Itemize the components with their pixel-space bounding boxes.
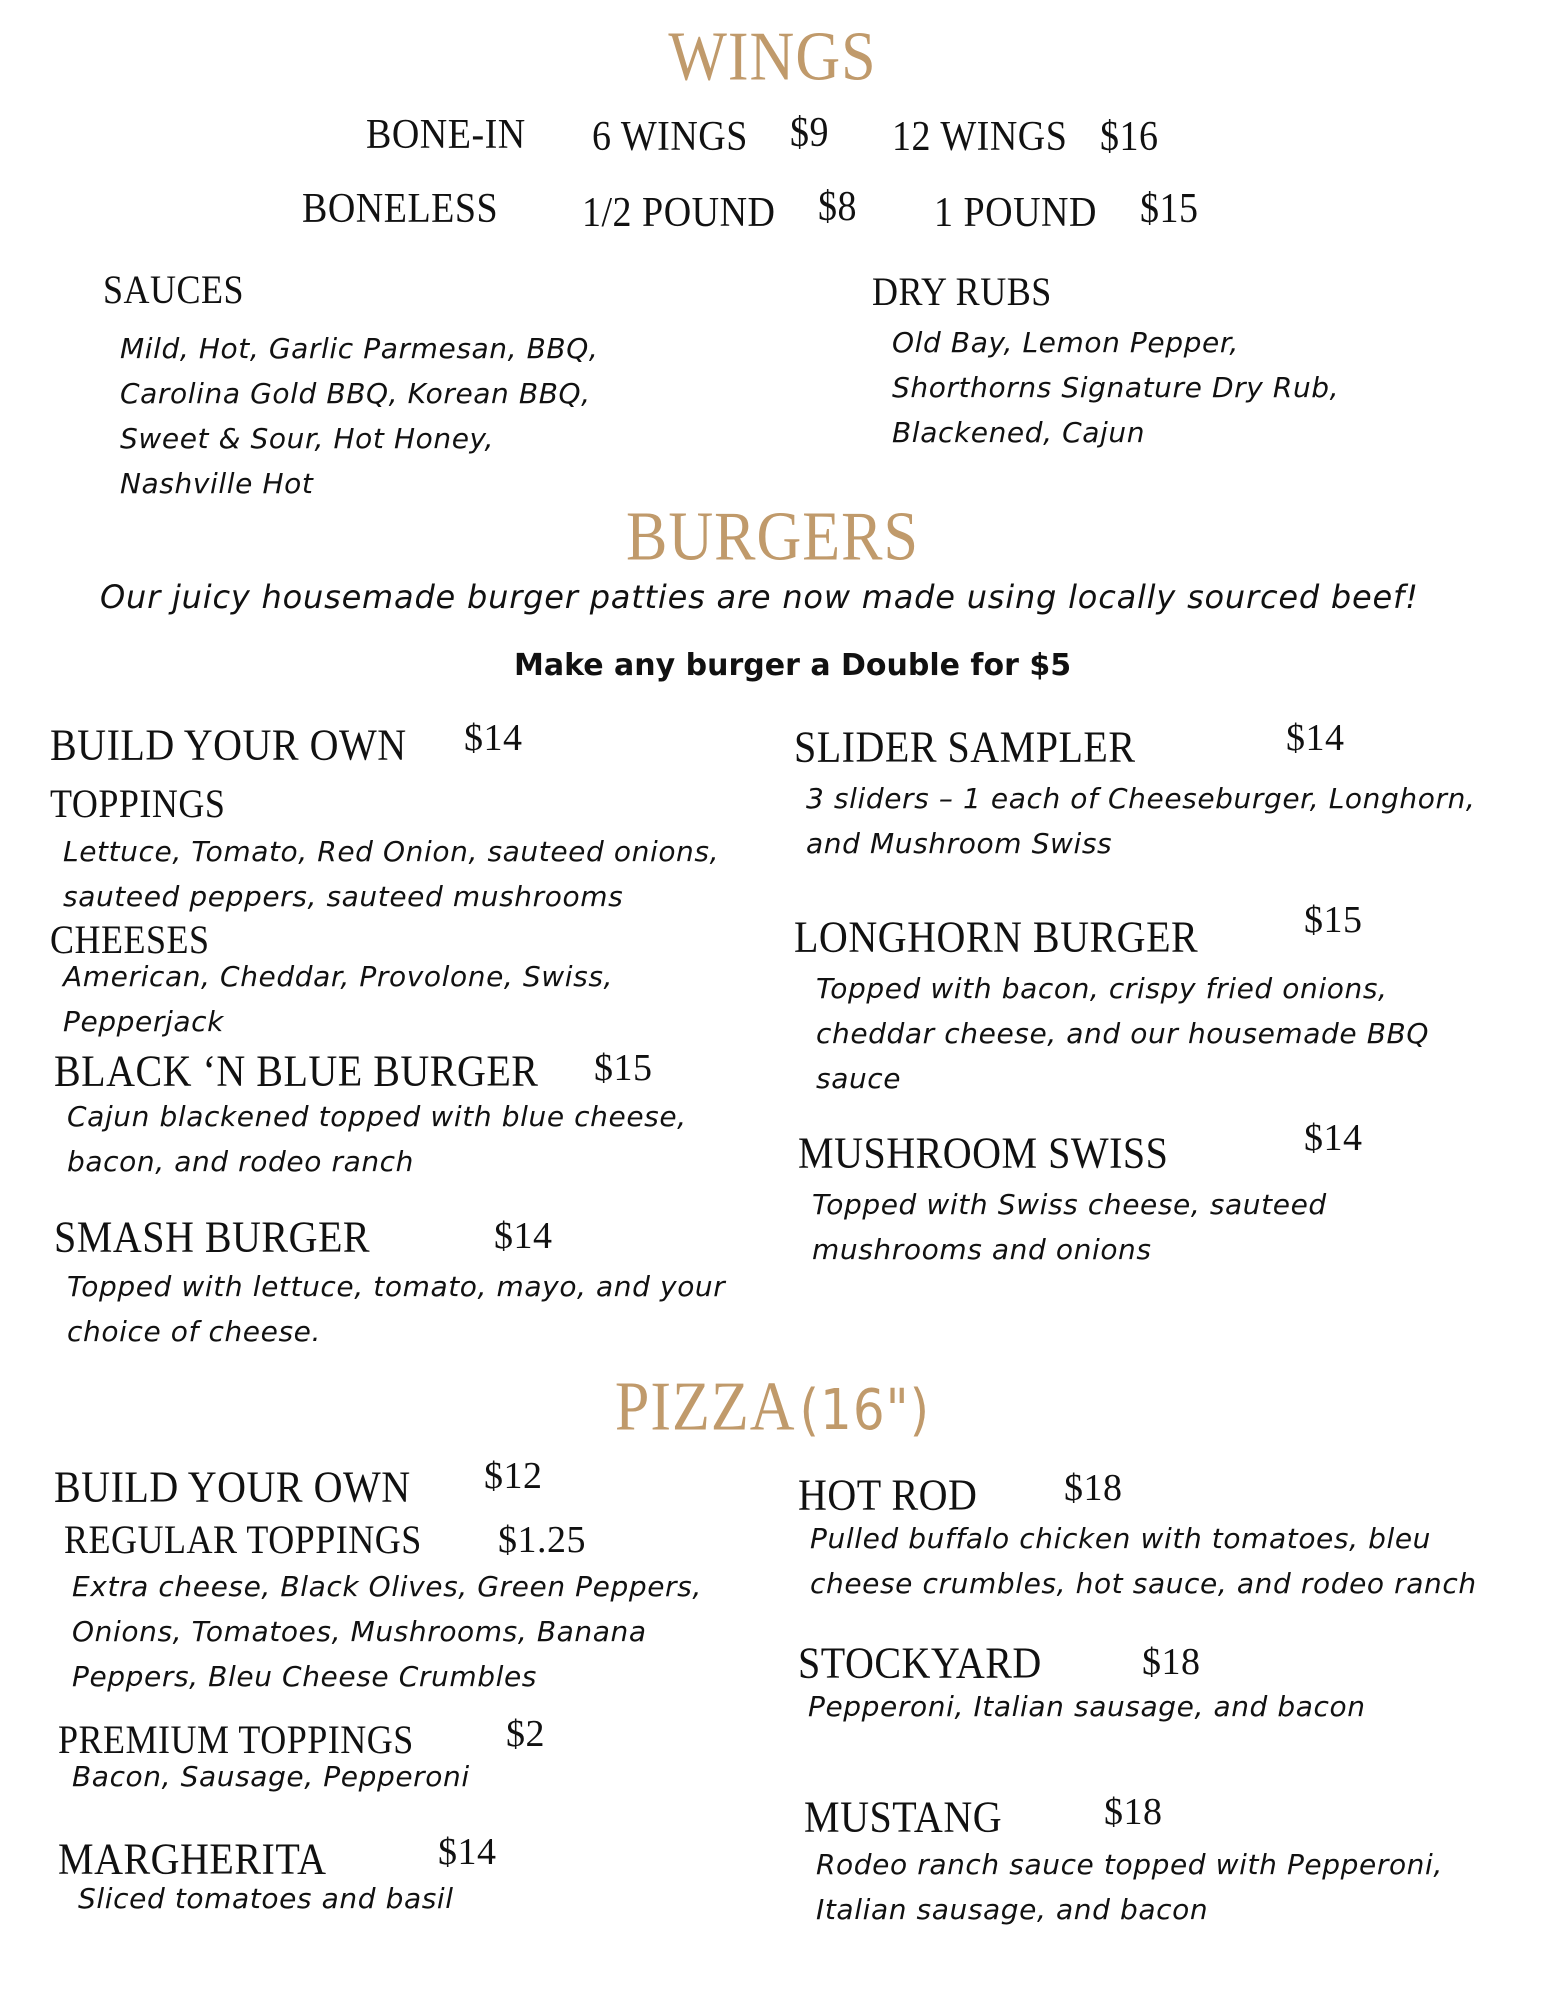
regular-toppings-price: $1.25 bbox=[498, 1519, 586, 1561]
bone-in-price-6: $9 bbox=[790, 109, 829, 157]
boneless-price-pound: $15 bbox=[1140, 185, 1199, 233]
pizza-section-header bbox=[0, 1368, 1545, 1446]
margherita-description: Sliced tomatoes and basil bbox=[78, 1882, 454, 1915]
burger-cheeses-title: CHEESES bbox=[50, 917, 210, 962]
mushroom-swiss-name: MUSHROOM SWISS bbox=[798, 1127, 1169, 1178]
wings-section-title: WINGS bbox=[668, 18, 877, 96]
slider-sampler-price: $14 bbox=[1286, 717, 1345, 759]
premium-toppings-title: PREMIUM TOPPINGS bbox=[58, 1717, 414, 1762]
burger-build-your-own-price: $14 bbox=[464, 717, 523, 759]
dry-rubs-title: DRY RUBS bbox=[872, 269, 1052, 314]
sauces-title: SAUCES bbox=[103, 267, 245, 312]
burgers-section-title: BURGERS bbox=[626, 498, 919, 576]
hot-rod-description: Pulled buffalo chicken with tomatoes, bleu cheese crumbles, hot sauce, and rodeo ranch bbox=[810, 1522, 1477, 1600]
pizza-build-your-own-name: BUILD YOUR OWN bbox=[54, 1461, 411, 1512]
regular-toppings-list: Extra cheese, Black Olives, Green Peppers, Onions, Tomatoes, Mushrooms, Banana Peppers, Bleu Cheese Crumbles bbox=[72, 1570, 702, 1693]
longhorn-burger-price: $15 bbox=[1304, 899, 1363, 941]
burger-toppings-title: TOPPINGS bbox=[50, 781, 226, 826]
sauces-list: Mild, Hot, Garlic Parmesan, BBQ, Carolina Gold BBQ, Korean BBQ, Sweet & Sour, Hot Honey, Nashville Hot bbox=[120, 332, 599, 500]
mustang-name: MUSTANG bbox=[804, 1791, 1003, 1842]
black-n-blue-name: BLACK ‘N BLUE BURGER bbox=[54, 1045, 539, 1096]
bone-in-price-12: $16 bbox=[1100, 113, 1159, 161]
boneless-price-half: $8 bbox=[818, 183, 857, 231]
slider-sampler-description: 3 sliders – 1 each of Cheeseburger, Longhorn, and Mushroom Swiss bbox=[806, 782, 1476, 860]
longhorn-burger-description: Topped with bacon, crispy fried onions, cheddar cheese, and our housemade BBQ sauce bbox=[816, 972, 1429, 1095]
boneless-option-half: 1/2 POUND bbox=[582, 189, 776, 237]
longhorn-burger-name: LONGHORN BURGER bbox=[794, 911, 1199, 962]
dry-rubs-list: Old Bay, Lemon Pepper, Shorthorns Signature Dry Rub, Blackened, Cajun bbox=[892, 326, 1340, 449]
burger-build-your-own-name: BUILD YOUR OWN bbox=[50, 719, 407, 770]
bone-in-label: BONE-IN bbox=[366, 111, 526, 159]
premium-toppings-list: Bacon, Sausage, Pepperoni bbox=[72, 1760, 470, 1793]
smash-burger-price: $14 bbox=[494, 1215, 553, 1257]
hot-rod-price: $18 bbox=[1064, 1467, 1123, 1509]
black-n-blue-description: Cajun blackened topped with blue cheese, bacon, and rodeo ranch bbox=[67, 1100, 687, 1178]
stockyard-price: $18 bbox=[1142, 1641, 1201, 1683]
mushroom-swiss-description: Topped with Swiss cheese, sauteed mushrooms and onions bbox=[812, 1188, 1327, 1266]
mushroom-swiss-price: $14 bbox=[1304, 1117, 1363, 1159]
bone-in-option-12: 12 WINGS bbox=[892, 113, 1068, 161]
mustang-description: Rodeo ranch sauce topped with Pepperoni, Italian sausage, and bacon bbox=[816, 1848, 1443, 1926]
mustang-price: $18 bbox=[1104, 1791, 1163, 1833]
slider-sampler-name: SLIDER SAMPLER bbox=[794, 721, 1136, 772]
double-burger-note: Make any burger a Double for $5 bbox=[514, 648, 1072, 683]
regular-toppings-title: REGULAR TOPPINGS bbox=[64, 1517, 422, 1562]
bone-in-option-6: 6 WINGS bbox=[592, 113, 748, 161]
smash-burger-name: SMASH BURGER bbox=[54, 1211, 371, 1262]
burger-cheeses-list: American, Cheddar, Provolone, Swiss, Pepperjack bbox=[63, 960, 614, 1038]
boneless-option-pound: 1 POUND bbox=[934, 189, 1097, 237]
premium-toppings-price: $2 bbox=[506, 1713, 545, 1755]
stockyard-description: Pepperoni, Italian sausage, and bacon bbox=[808, 1690, 1366, 1723]
pizza-section-title: PIZZA bbox=[614, 1368, 796, 1446]
margherita-name: MARGHERITA bbox=[58, 1833, 327, 1884]
smash-burger-description: Topped with lettuce, tomato, mayo, and your choice of cheese. bbox=[67, 1270, 726, 1348]
pizza-size-label: (16") bbox=[799, 1377, 931, 1443]
boneless-label: BONELESS bbox=[302, 185, 499, 233]
stockyard-name: STOCKYARD bbox=[798, 1637, 1042, 1688]
pizza-build-your-own-price: $12 bbox=[484, 1455, 543, 1497]
hot-rod-name: HOT ROD bbox=[798, 1469, 978, 1520]
black-n-blue-price: $15 bbox=[594, 1047, 653, 1089]
margherita-price: $14 bbox=[438, 1831, 497, 1873]
burger-toppings-list: Lettuce, Tomato, Red Onion, sauteed onions, sauteed peppers, sauteed mushrooms bbox=[63, 835, 720, 913]
burgers-tagline: Our juicy housemade burger patties are now made using locally sourced beef! bbox=[100, 578, 1419, 616]
